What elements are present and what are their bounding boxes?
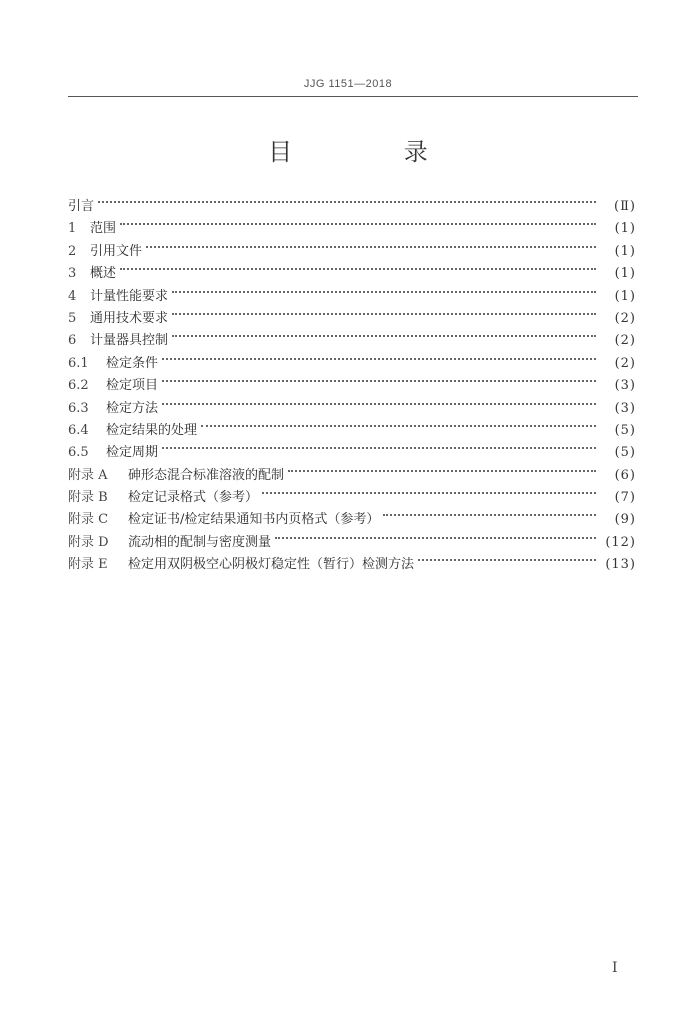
toc-dot-leader xyxy=(172,313,596,337)
toc-dot-leader xyxy=(383,492,596,516)
page-title: 目 录 xyxy=(268,138,480,166)
toc-entry-page: (13) xyxy=(605,557,636,573)
toc-entry-number: 3 xyxy=(68,266,77,282)
toc-entry-number: 附录 D xyxy=(68,534,109,550)
toc-dot-leader xyxy=(162,336,596,360)
toc-entry-number: 4 xyxy=(68,288,77,304)
toc-entry-page: (9) xyxy=(614,512,636,528)
toc-entry-title: 检定项目 xyxy=(106,378,159,394)
toc-entry-number: 附录 C xyxy=(68,512,109,528)
toc-entry-number: 6.1 xyxy=(68,355,89,371)
toc-entry-number: 附录 E xyxy=(68,557,108,573)
toc-dot-leader xyxy=(418,537,596,561)
toc-dot-leader xyxy=(288,448,596,472)
toc-entry-number: 5 xyxy=(68,310,77,326)
toc-entry-page: (5) xyxy=(614,422,636,438)
toc-entry-number: 2 xyxy=(68,243,77,259)
toc-entry-page: (12) xyxy=(605,534,636,550)
toc-entry-title: 通用技术要求 xyxy=(90,310,169,326)
toc-entry-title: 计量器具控制 xyxy=(90,333,169,349)
toc-entry-title: 检定用双阴极空心阴极灯稳定性（暂行）检测方法 xyxy=(128,557,415,573)
toc-entry-title: 检定方法 xyxy=(106,400,159,416)
toc-entry-number: 6 xyxy=(68,333,77,349)
toc-dot-leader xyxy=(275,515,596,539)
toc-entry-title: 引用文件 xyxy=(90,243,143,259)
header-rule xyxy=(68,96,638,97)
toc-dot-leader xyxy=(172,269,596,293)
table-of-contents xyxy=(68,186,636,573)
toc-entry-number: 1 xyxy=(68,221,77,237)
toc-entry-title: 范围 xyxy=(90,221,117,237)
toc-entry-page: (1) xyxy=(614,221,636,237)
toc-dot-leader xyxy=(146,224,596,248)
toc-entry-page: (6) xyxy=(614,467,636,483)
toc-entry-number: 6.3 xyxy=(68,400,89,416)
toc-entry-number: 6.4 xyxy=(68,422,89,438)
toc-dot-leader xyxy=(201,403,596,427)
toc-entry-title: 检定结果的处理 xyxy=(106,422,198,438)
toc-entry-title: 砷形态混合标准溶液的配制 xyxy=(128,467,285,483)
toc-entry-page: (3) xyxy=(614,400,636,416)
toc-entry-number: 6.2 xyxy=(68,378,89,394)
toc-entry-number: 附录 A xyxy=(68,467,108,483)
toc-dot-leader xyxy=(162,425,596,449)
toc-entry-number: 附录 B xyxy=(68,490,108,506)
toc-entry-page: (Ⅱ) xyxy=(614,199,636,214)
toc-dot-leader xyxy=(262,470,596,494)
toc-entry-page: (2) xyxy=(614,333,636,349)
toc-entry-page: (1) xyxy=(614,243,636,259)
toc-entry-title: 检定记录格式（参考） xyxy=(128,490,259,506)
toc-dot-leader xyxy=(120,246,596,270)
page-number: Ⅰ xyxy=(612,960,618,976)
toc-dot-leader xyxy=(162,381,596,405)
toc-entry-number: 6.5 xyxy=(68,445,89,461)
toc-dot-leader xyxy=(120,201,596,225)
toc-entry-page: (1) xyxy=(614,266,636,282)
toc-dot-leader xyxy=(172,291,596,315)
toc-entry-page: (2) xyxy=(614,310,636,326)
toc-entry-page: (3) xyxy=(614,378,636,394)
toc-dot-leader xyxy=(98,179,596,203)
toc-entry-title: 检定证书/检定结果通知书内页格式（参考） xyxy=(128,512,380,528)
toc-entry-title: 流动相的配制与密度测量 xyxy=(128,534,272,550)
toc-entry-title: 引言 xyxy=(68,199,95,214)
standard-code-header: JJG 1151—2018 xyxy=(303,78,393,90)
toc-entry-page: (2) xyxy=(614,355,636,371)
toc-dot-leader xyxy=(162,358,596,382)
toc-entry-title: 概述 xyxy=(90,266,117,282)
toc-entry-title: 检定周期 xyxy=(106,445,159,461)
toc-entry-page: (1) xyxy=(614,288,636,304)
toc-entry-page: (5) xyxy=(614,445,636,461)
toc-entry-page: (7) xyxy=(614,490,636,506)
toc-entry-title: 计量性能要求 xyxy=(90,288,169,304)
toc-entry-title: 检定条件 xyxy=(106,355,159,371)
